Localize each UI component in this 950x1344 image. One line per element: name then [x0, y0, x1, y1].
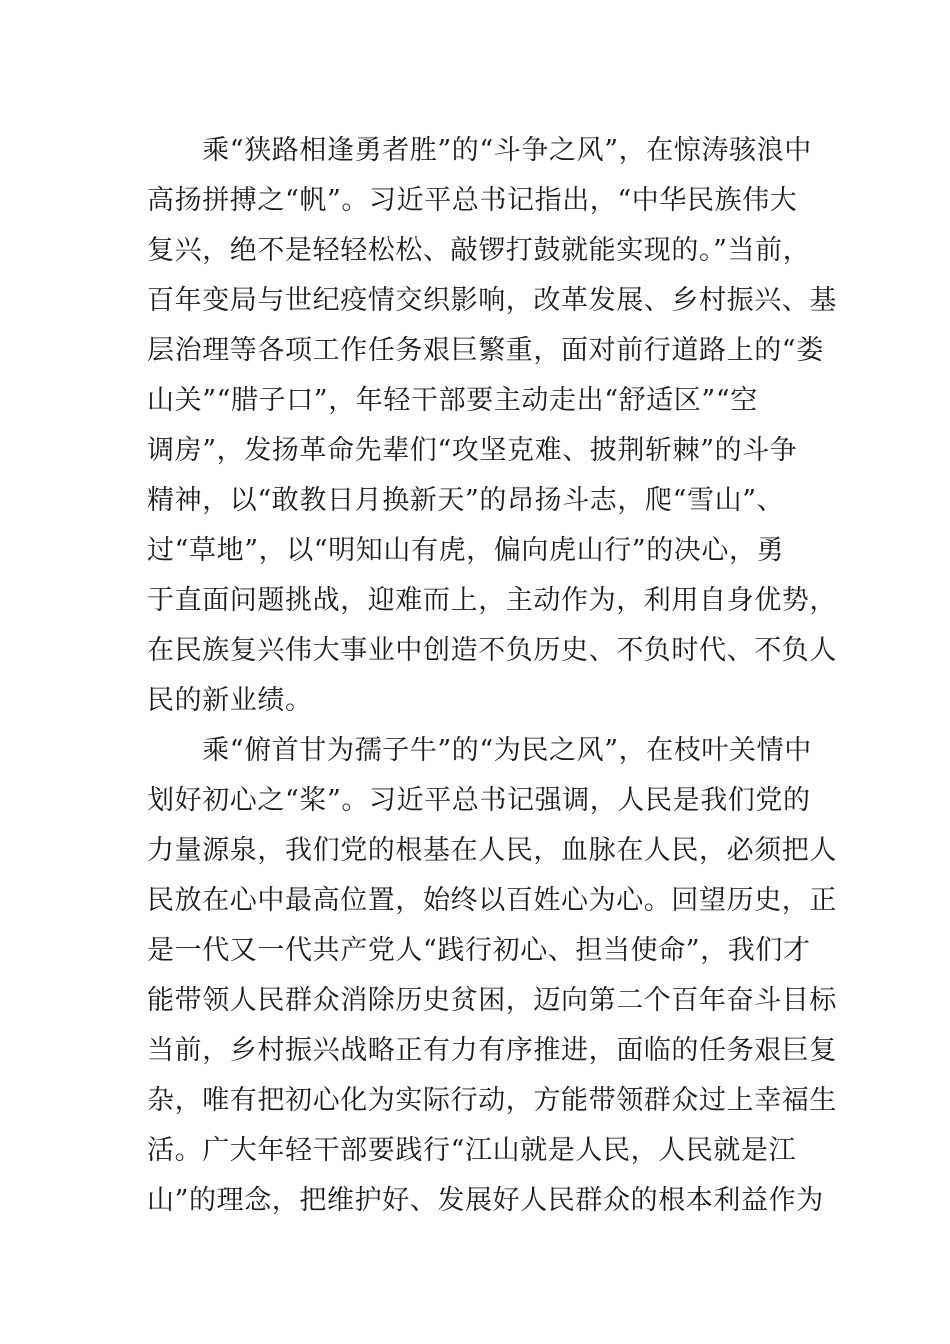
text-line: 高扬拼搏之“帆”。习近平总书记指出，“中华民族伟大: [147, 185, 798, 216]
text-line: 于直面问题挑战，迎难而上，主动作为，利用自身优势，: [147, 585, 837, 616]
text-line: 民的新业绩。: [147, 685, 313, 716]
paragraph-1: [147, 126, 837, 726]
text-line: 乘“俯首甘为孺子牛”的“为民之风”，在枝叶关情中: [147, 735, 812, 766]
text-line: 层治理等各项工作任务艰巨繁重，面对前行道路上的“娄: [147, 335, 824, 366]
text-line: 百年变局与世纪疫情交织影响，改革发展、乡村振兴、基: [147, 285, 837, 316]
text-line: 调房”，发扬革命先辈们“攻坚克难、披荆斩棘”的斗争: [147, 435, 798, 466]
text-line: 是一代又一代共产党人“践行初心、担当使命”，我们才: [147, 935, 811, 966]
text-line: 活。广大年轻干部要践行“江山就是人民，人民就是江: [147, 1135, 797, 1166]
text-line: 在民族复兴伟大事业中创造不负历史、不负时代、不负人: [147, 635, 837, 666]
text-line: 山关”“腊子口”，年轻干部要主动走出“舒适区”“空: [147, 385, 758, 416]
text-line: 能带领人民群众消除历史贫困，迈向第二个百年奋斗目标: [147, 985, 837, 1016]
text-line: 乘“狭路相逢勇者胜”的“斗争之风”，在惊涛骇浪中: [147, 135, 812, 166]
text-line: 力量源泉，我们党的根基在人民，血脉在人民，必须把人: [147, 835, 837, 866]
text-line: 民放在心中最高位置，始终以百姓心为心。回望历史，正: [147, 885, 837, 916]
body-text: [147, 126, 837, 1226]
text-line: 过“草地”，以“明知山有虎，偏向虎山行”的决心，勇: [147, 535, 785, 566]
text-line: 复兴，绝不是轻轻松松、敲锣打鼓就能实现的。”当前，: [147, 235, 811, 266]
text-line: 当前，乡村振兴战略正有力有序推进，面临的任务艰巨复: [147, 1035, 837, 1066]
text-line: 山”的理念，把维护好、发展好人民群众的根本利益作为: [147, 1185, 824, 1216]
text-line: 杂，唯有把初心化为实际行动，方能带领群众过上幸福生: [147, 1085, 837, 1116]
paragraph-2: [147, 726, 837, 1226]
text-line: 精神，以“敢教日月换新天”的昂扬斗志，爬“雪山”、: [147, 485, 785, 516]
text-line: 划好初心之“桨”。习近平总书记强调，人民是我们党的: [147, 785, 811, 816]
